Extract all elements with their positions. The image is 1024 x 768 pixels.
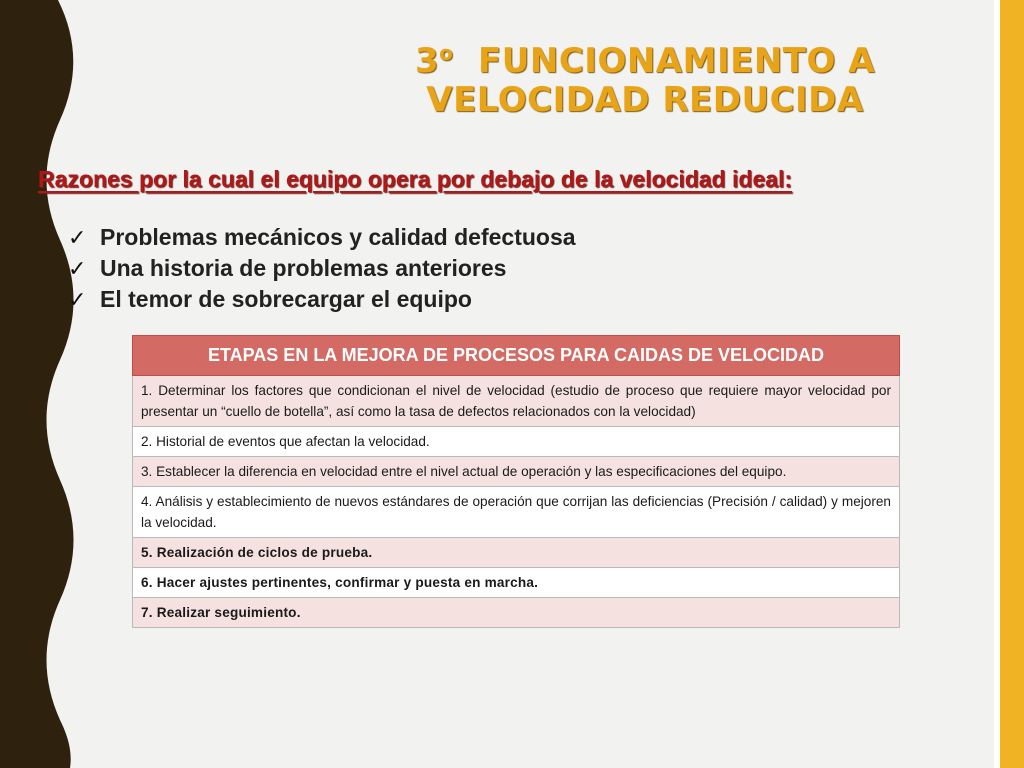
reasons-list <box>68 222 576 315</box>
table-row <box>133 427 900 457</box>
stages-table <box>132 335 900 628</box>
reason-text: Una historia de problemas anteriores <box>100 255 507 281</box>
table-row <box>133 376 900 427</box>
table-cell-step-1: 1. Determinar los factores que condicionan el nivel de velocidad (estudio de proceso que requiere mayor velocidad por presentar un “cuello de botella”, así como la tasa de defectos relacionados con la velocidad) <box>133 376 900 427</box>
list-item <box>68 284 576 315</box>
table-cell-step-5: 5. Realización de ciclos de prueba. <box>133 538 900 568</box>
decorative-wavy-band <box>0 0 80 768</box>
table-row <box>133 598 900 628</box>
table-cell-step-2: 2. Historial de eventos que afectan la velocidad. <box>133 427 900 457</box>
table-cell-step-4: 4. Análisis y establecimiento de nuevos estándares de operación que corrijan las deficiencias (Precisión / calidad) y mejoren la velocidad. <box>133 487 900 538</box>
table-cell-step-3: 3. Establecer la diferencia en velocidad entre el nivel actual de operación y las especificaciones del equipo. <box>133 457 900 487</box>
right-accent-bar <box>1000 0 1024 768</box>
table-row <box>133 487 900 538</box>
list-item <box>68 253 576 284</box>
title-superscript: o <box>439 41 454 65</box>
wavy-band-shape <box>0 0 74 768</box>
table-cell-step-7: 7. Realizar seguimiento. <box>133 598 900 628</box>
reason-text: El temor de sobrecargar el equipo <box>100 286 472 312</box>
reason-text: Problemas mecánicos y calidad defectuosa <box>100 224 576 250</box>
slide-title <box>300 34 990 120</box>
table-cell-step-6: 6. Hacer ajustes pertinentes, confirmar y puesta en marcha. <box>133 568 900 598</box>
title-line-2: VELOCIDAD REDUCIDA <box>426 80 864 120</box>
table-header: ETAPAS EN LA MEJORA DE PROCESOS PARA CAIDAS DE VELOCIDAD <box>133 336 900 376</box>
check-icon: ✓ <box>68 256 87 281</box>
list-item <box>68 222 576 253</box>
title-line-1: 3$^o$ FUNCIONAMIENTO A <box>414 41 876 81</box>
check-icon: ✓ <box>68 225 87 250</box>
slide-subtitle: Razones por la cual el equipo opera por debajo de la velocidad ideal: <box>38 166 793 192</box>
table-row <box>133 538 900 568</box>
table-row <box>133 457 900 487</box>
check-icon: ✓ <box>68 287 87 312</box>
table-row <box>133 568 900 598</box>
table-header-row <box>133 336 900 376</box>
